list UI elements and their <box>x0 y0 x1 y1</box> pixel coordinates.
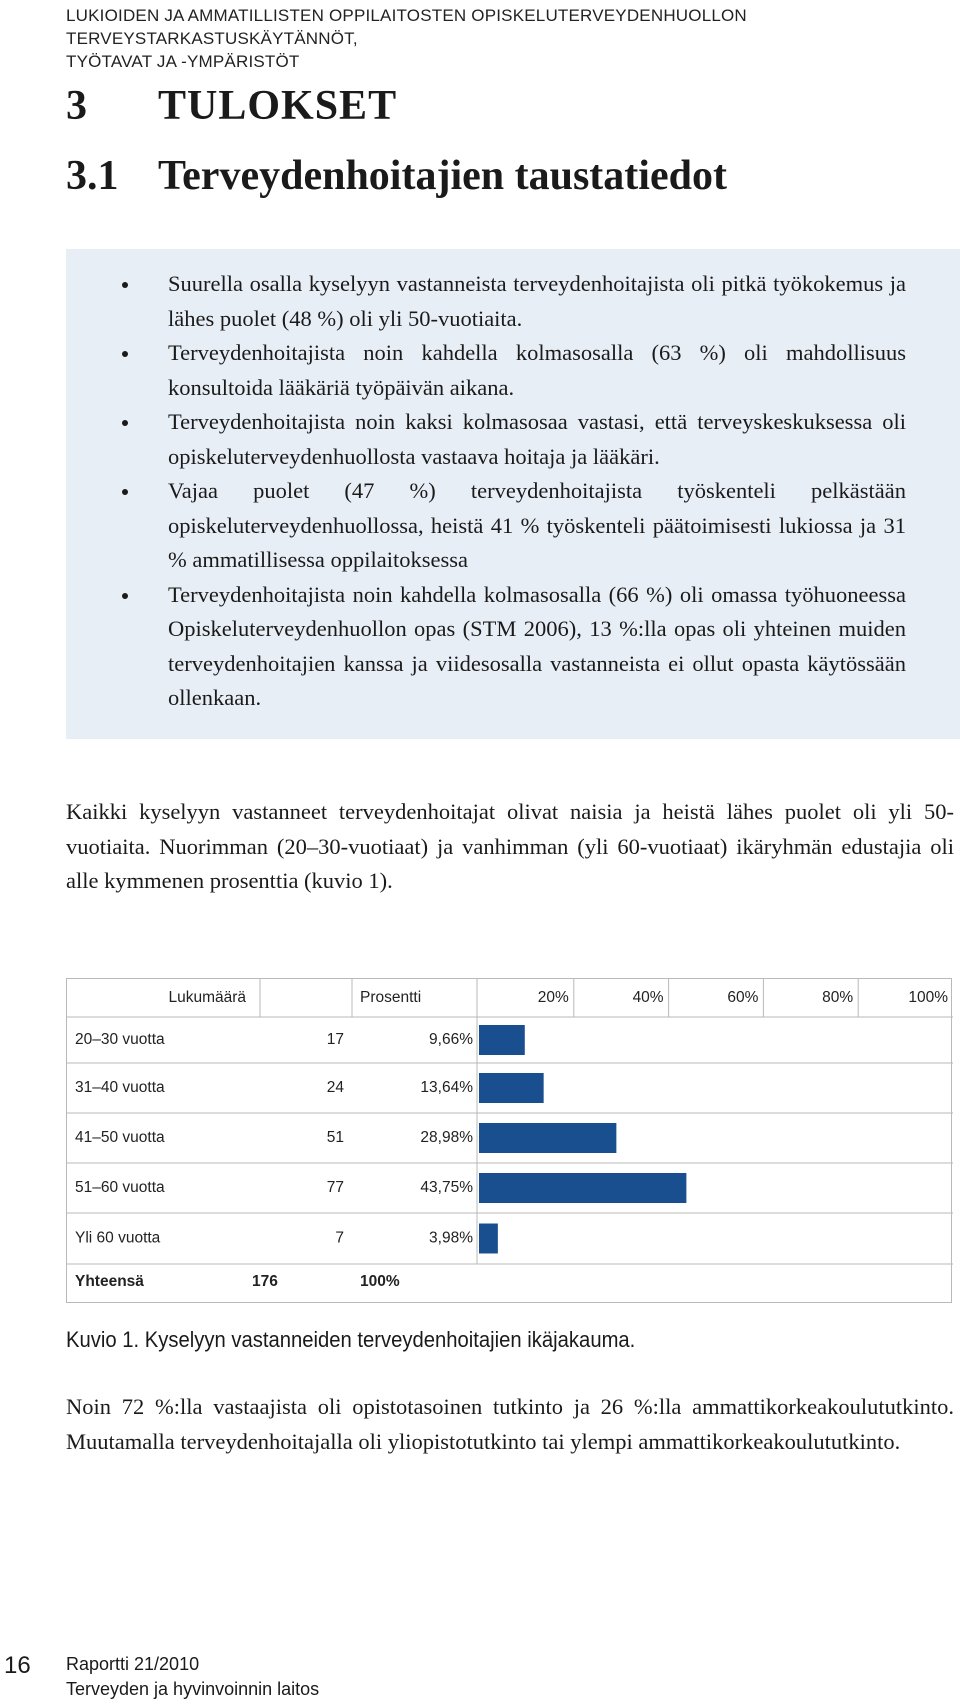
running-head-line-1: LUKIOIDEN JA AMMATILLISTEN OPPILAITOSTEN OPISKELUTERVEYDENHUOLLON TERVEYSTARKASTUSKÄYTÄNNÖT, <box>66 6 747 48</box>
chart-count-value-1: 17 <box>326 1031 344 1049</box>
summary-bullet-3: Terveydenhoitajista noin kaksi kolmasosaa vastasi, että terveyskeskuksessa oli opiskeluterveydenhuollosta vastaava hoitaja ja lääkäri. <box>168 405 906 474</box>
chart-tick-label-1: 20% <box>537 989 569 1007</box>
chart-percent-label-3: 28,98% <box>420 1129 473 1147</box>
age-distribution-chart <box>66 978 952 1303</box>
page-number: 16 <box>4 1652 31 1679</box>
chart-bar-3 <box>479 1123 616 1153</box>
section-title <box>66 150 727 202</box>
body-paragraph-1: Kaikki kyselyyn vastanneet terveydenhoitajat olivat naisia ja heistä lähes puolet oli yli 50-vuotiaita. Nuorimman (20–30-vuotiaat) ja vanhimman (yli 60-vuotiaat) ikäryhmän edustajia oli alle kymmenen prosenttia (kuvio 1). <box>66 799 954 893</box>
chart-bar-4 <box>479 1173 686 1203</box>
chart-percent-label-2: 13,64% <box>420 1079 473 1097</box>
summary-bullet-5: Terveydenhoitajista noin kahdella kolmasosalla (66 %) oli omassa työhuoneessa Opiskeluterveydenhuollon opas (STM 2006), 13 %:lla opas oli yhteinen muiden terveydenhoitajien kanssa ja viidesosalla vastanneista ei ollut opasta käytössään ollenkaan. <box>168 578 906 716</box>
chart-percent-label-5: 3,98% <box>429 1229 473 1247</box>
chart-category-label-1: 20–30 vuotta <box>75 1031 165 1049</box>
chart-header-count: Lukumäärä <box>168 989 246 1007</box>
summary-box <box>66 249 960 739</box>
chart-category-label-5: Yli 60 vuotta <box>75 1229 161 1247</box>
chart-tick-label-2: 40% <box>632 989 664 1007</box>
chart-total-label: Yhteensä <box>75 1273 144 1291</box>
chart-svg <box>67 979 953 1304</box>
chart-tick-label-5: 100% <box>908 989 948 1007</box>
footer <box>66 1652 319 1702</box>
chapter-title-text: TULOKSET <box>158 83 398 129</box>
running-head <box>66 4 946 73</box>
chart-bar-5 <box>479 1224 498 1254</box>
footer-report: Raportti 21/2010 <box>66 1654 200 1674</box>
summary-bullet-1: Suurella osalla kyselyyn vastanneista terveydenhoitajista oli pitkä työkokemus ja lähes puolet (48 %) oli yli 50-vuotiaita. <box>168 267 906 336</box>
summary-list <box>66 249 960 716</box>
chapter-title <box>66 80 397 132</box>
running-head-line-2: TYÖTAVAT JA -YMPÄRISTÖT <box>66 52 300 71</box>
summary-bullet-2: Terveydenhoitajista noin kahdella kolmasosalla (63 %) oli mahdollisuus konsultoida lääkäriä työpäivän aikana. <box>168 336 906 405</box>
summary-bullet-4: Vajaa puolet (47 %) terveydenhoitajista työskenteli pelkästään opiskeluterveydenhuollossa, heistä 41 % työskenteli päätoimisesti lukiossa ja 31 % ammatillisessa oppilaitoksessa <box>168 474 906 578</box>
chart-percent-label-4: 43,75% <box>420 1179 473 1197</box>
chart-header-percent: Prosentti <box>360 989 422 1007</box>
chart-count-value-3: 51 <box>326 1129 344 1147</box>
chart-category-label-3: 41–50 vuotta <box>75 1129 165 1147</box>
chart-total-percent: 100% <box>360 1273 400 1291</box>
footer-publisher: Terveyden ja hyvinvoinnin laitos <box>66 1679 320 1699</box>
chart-tick-label-3: 60% <box>727 989 759 1007</box>
chart-tick-label-4: 80% <box>822 989 854 1007</box>
chart-count-value-5: 7 <box>335 1229 344 1247</box>
section-title-text: Terveydenhoitajien taustatiedot <box>158 153 727 199</box>
chapter-number: 3 <box>66 83 88 129</box>
chart-total-count: 176 <box>252 1273 278 1291</box>
chart-bar-2 <box>479 1073 544 1103</box>
chart-percent-label-1: 9,66% <box>429 1031 473 1049</box>
chart-category-label-2: 31–40 vuotta <box>75 1079 165 1097</box>
chart-count-value-2: 24 <box>326 1079 344 1097</box>
section-number: 3.1 <box>66 153 119 199</box>
figure-caption: Kuvio 1. Kyselyyn vastanneiden terveydenhoitajien ikäjakauma. <box>66 1327 636 1352</box>
chart-category-label-4: 51–60 vuotta <box>75 1179 165 1197</box>
body-paragraph-2: Noin 72 %:lla vastaajista oli opistotasoinen tutkinto ja 26 %:lla ammattikorkeakoulututkinto. Muutamalla terveydenhoitajalla oli yliopistotutkinto tai ylempi ammattikorkeakoulututkinto. <box>66 1394 954 1454</box>
chart-count-value-4: 77 <box>326 1179 344 1197</box>
chart-bar-1 <box>479 1025 525 1055</box>
